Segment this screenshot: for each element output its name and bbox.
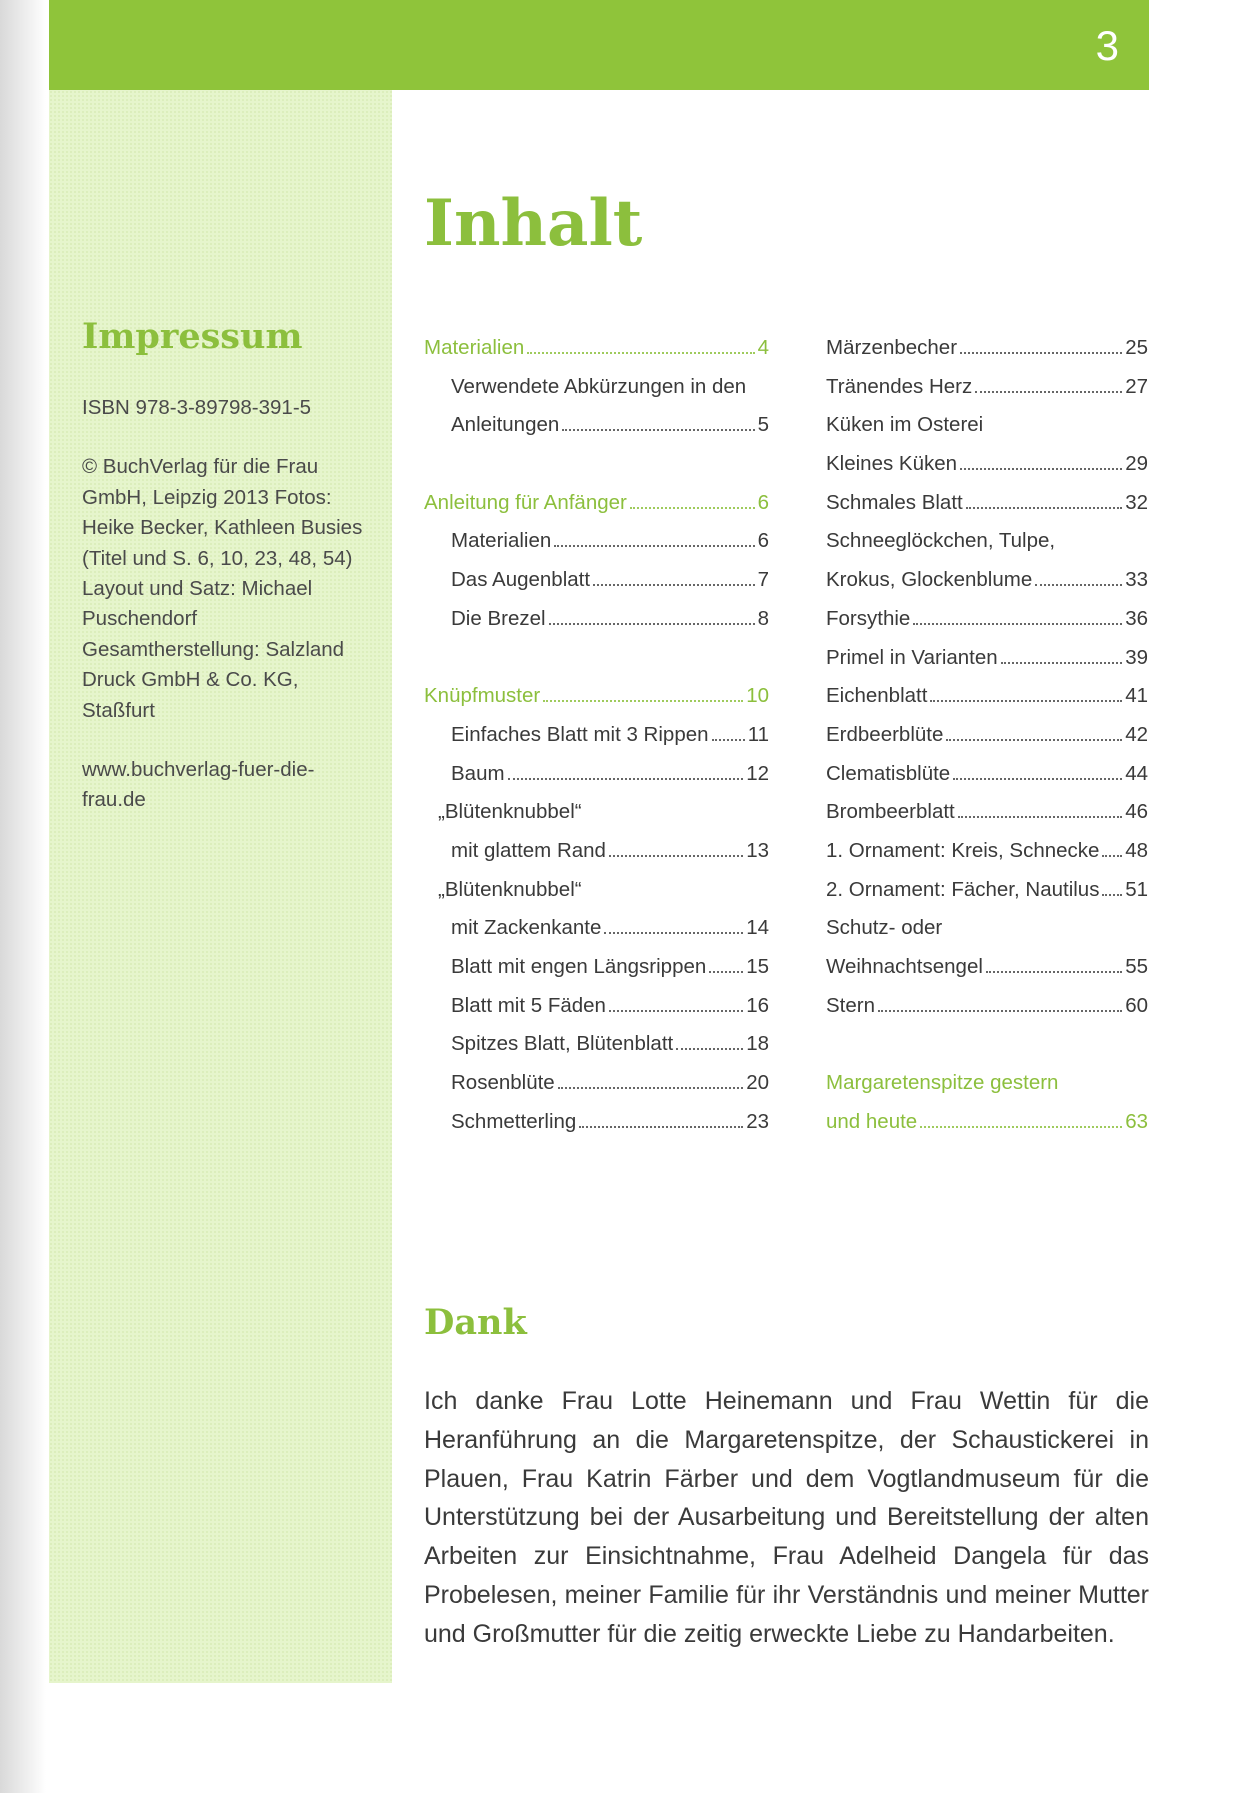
toc-entry: 1. Ornament: Kreis, Schnecke 48	[826, 838, 1148, 862]
toc-entry: mit Zackenkante 14	[451, 916, 769, 940]
toc-entry: „Blütenknubbel“	[438, 800, 582, 824]
toc-entry: Schutz- oder	[826, 916, 943, 940]
page-number: 3	[1095, 22, 1119, 69]
toc-entry: Die Brezel 8	[451, 606, 769, 630]
toc-entry: Eichenblatt 41	[826, 684, 1148, 708]
toc-entry: Blatt mit engen Längsrippen 15	[451, 955, 769, 978]
toc-entry: Tränendes Herz 27	[826, 374, 1148, 398]
toc-entry: Krokus, Glockenblume 33	[826, 568, 1148, 592]
toc-entry: Forsythie 36	[826, 606, 1148, 630]
toc-entry: Spitzes Blatt, Blütenblatt 18	[451, 1032, 769, 1056]
toc-entry: Primel in Varianten 39	[826, 645, 1148, 669]
toc-column-1	[424, 336, 769, 1148]
toc-entry: Knüpfmuster 10	[424, 684, 769, 708]
toc-entry: Materialien 4	[424, 336, 769, 359]
toc-column-2	[826, 336, 1148, 1148]
toc-entry: Märzenbecher 25	[826, 336, 1148, 359]
toc-entry: Schneeglöckchen, Tulpe,	[826, 529, 1056, 553]
toc-entry: Anleitungen 5	[451, 413, 769, 437]
impressum-heading: Impressum	[82, 316, 303, 357]
toc-entry: Schmales Blatt 32	[826, 490, 1148, 514]
toc-entry: Blatt mit 5 Fäden 16	[451, 993, 769, 1017]
publisher-website: www.buchverlag-fuer-die-frau.de	[82, 758, 315, 812]
toc-entry: Erdbeerblüte 42	[826, 722, 1148, 746]
toc-entry: Clematisblüte 44	[826, 761, 1148, 785]
dank-paragraph: Ich danke Frau Lotte Heinemann und Frau Wettin für die Heranführung an die Margaretenspitze, der Schaustickerei in Plauen, Frau Katrin Färber und dem Vogtlandmuseum für die Unterstützung bei der Ausarbeitung und Bereitstellung der alten Arbeiten zur Einsichtnahme, Frau Adelheid Dangela für das Probelesen, meiner Familie für ihr Verständnis und meiner Mutter und Großmutter für die zeitig erweckte Liebe zu Handarbeiten.	[424, 1387, 1149, 1648]
isbn: ISBN 978-3-89798-391-5	[82, 396, 312, 419]
toc-entry: Materialien 6	[451, 529, 769, 553]
toc-entry: Baum 12	[451, 761, 769, 785]
impressum-block	[82, 393, 372, 845]
dank-heading: Dank	[424, 1302, 527, 1343]
toc-entry: Rosenblüte 20	[451, 1071, 769, 1095]
toc-entry: Weihnachtsengel 55	[826, 955, 1148, 978]
toc-entry: Schmetterling 23	[451, 1109, 769, 1133]
toc-entry: Anleitung für Anfänger 6	[424, 490, 769, 514]
toc-entry: 2. Ornament: Fächer, Nautilus 51	[826, 877, 1148, 901]
toc-entry: Margaretenspitze gestern	[826, 1071, 1059, 1095]
page-gutter-shadow	[0, 0, 46, 1793]
impressum-credits: © BuchVerlag für die Frau GmbH, Leipzig 2013 Fotos: Heike Becker, Kathleen Busies (Titel und S. 6, 10, 23, 48, 54) Layout und Satz: Michael Puschendorf Gesamtherstellung: Salzland Druck GmbH & Co. KG, Staßfurt	[82, 455, 363, 722]
toc-entry: Einfaches Blatt mit 3 Rippen 11	[451, 722, 769, 746]
toc-entry: Brombeerblatt 46	[826, 800, 1148, 824]
header-bar	[49, 0, 1149, 90]
toc-heading: Inhalt	[424, 186, 643, 261]
toc-entry: Stern 60	[826, 993, 1148, 1017]
toc-entry: Das Augenblatt 7	[451, 568, 769, 592]
toc-entry: Küken im Osterei	[826, 413, 984, 437]
toc-entry: Verwendete Abkürzungen in den	[451, 374, 747, 398]
toc-entry: und heute 63	[826, 1109, 1148, 1133]
toc-entry: „Blütenknubbel“	[438, 877, 582, 901]
toc-entry: mit glattem Rand 13	[451, 838, 769, 862]
toc-entry: Kleines Küken 29	[826, 452, 1148, 476]
